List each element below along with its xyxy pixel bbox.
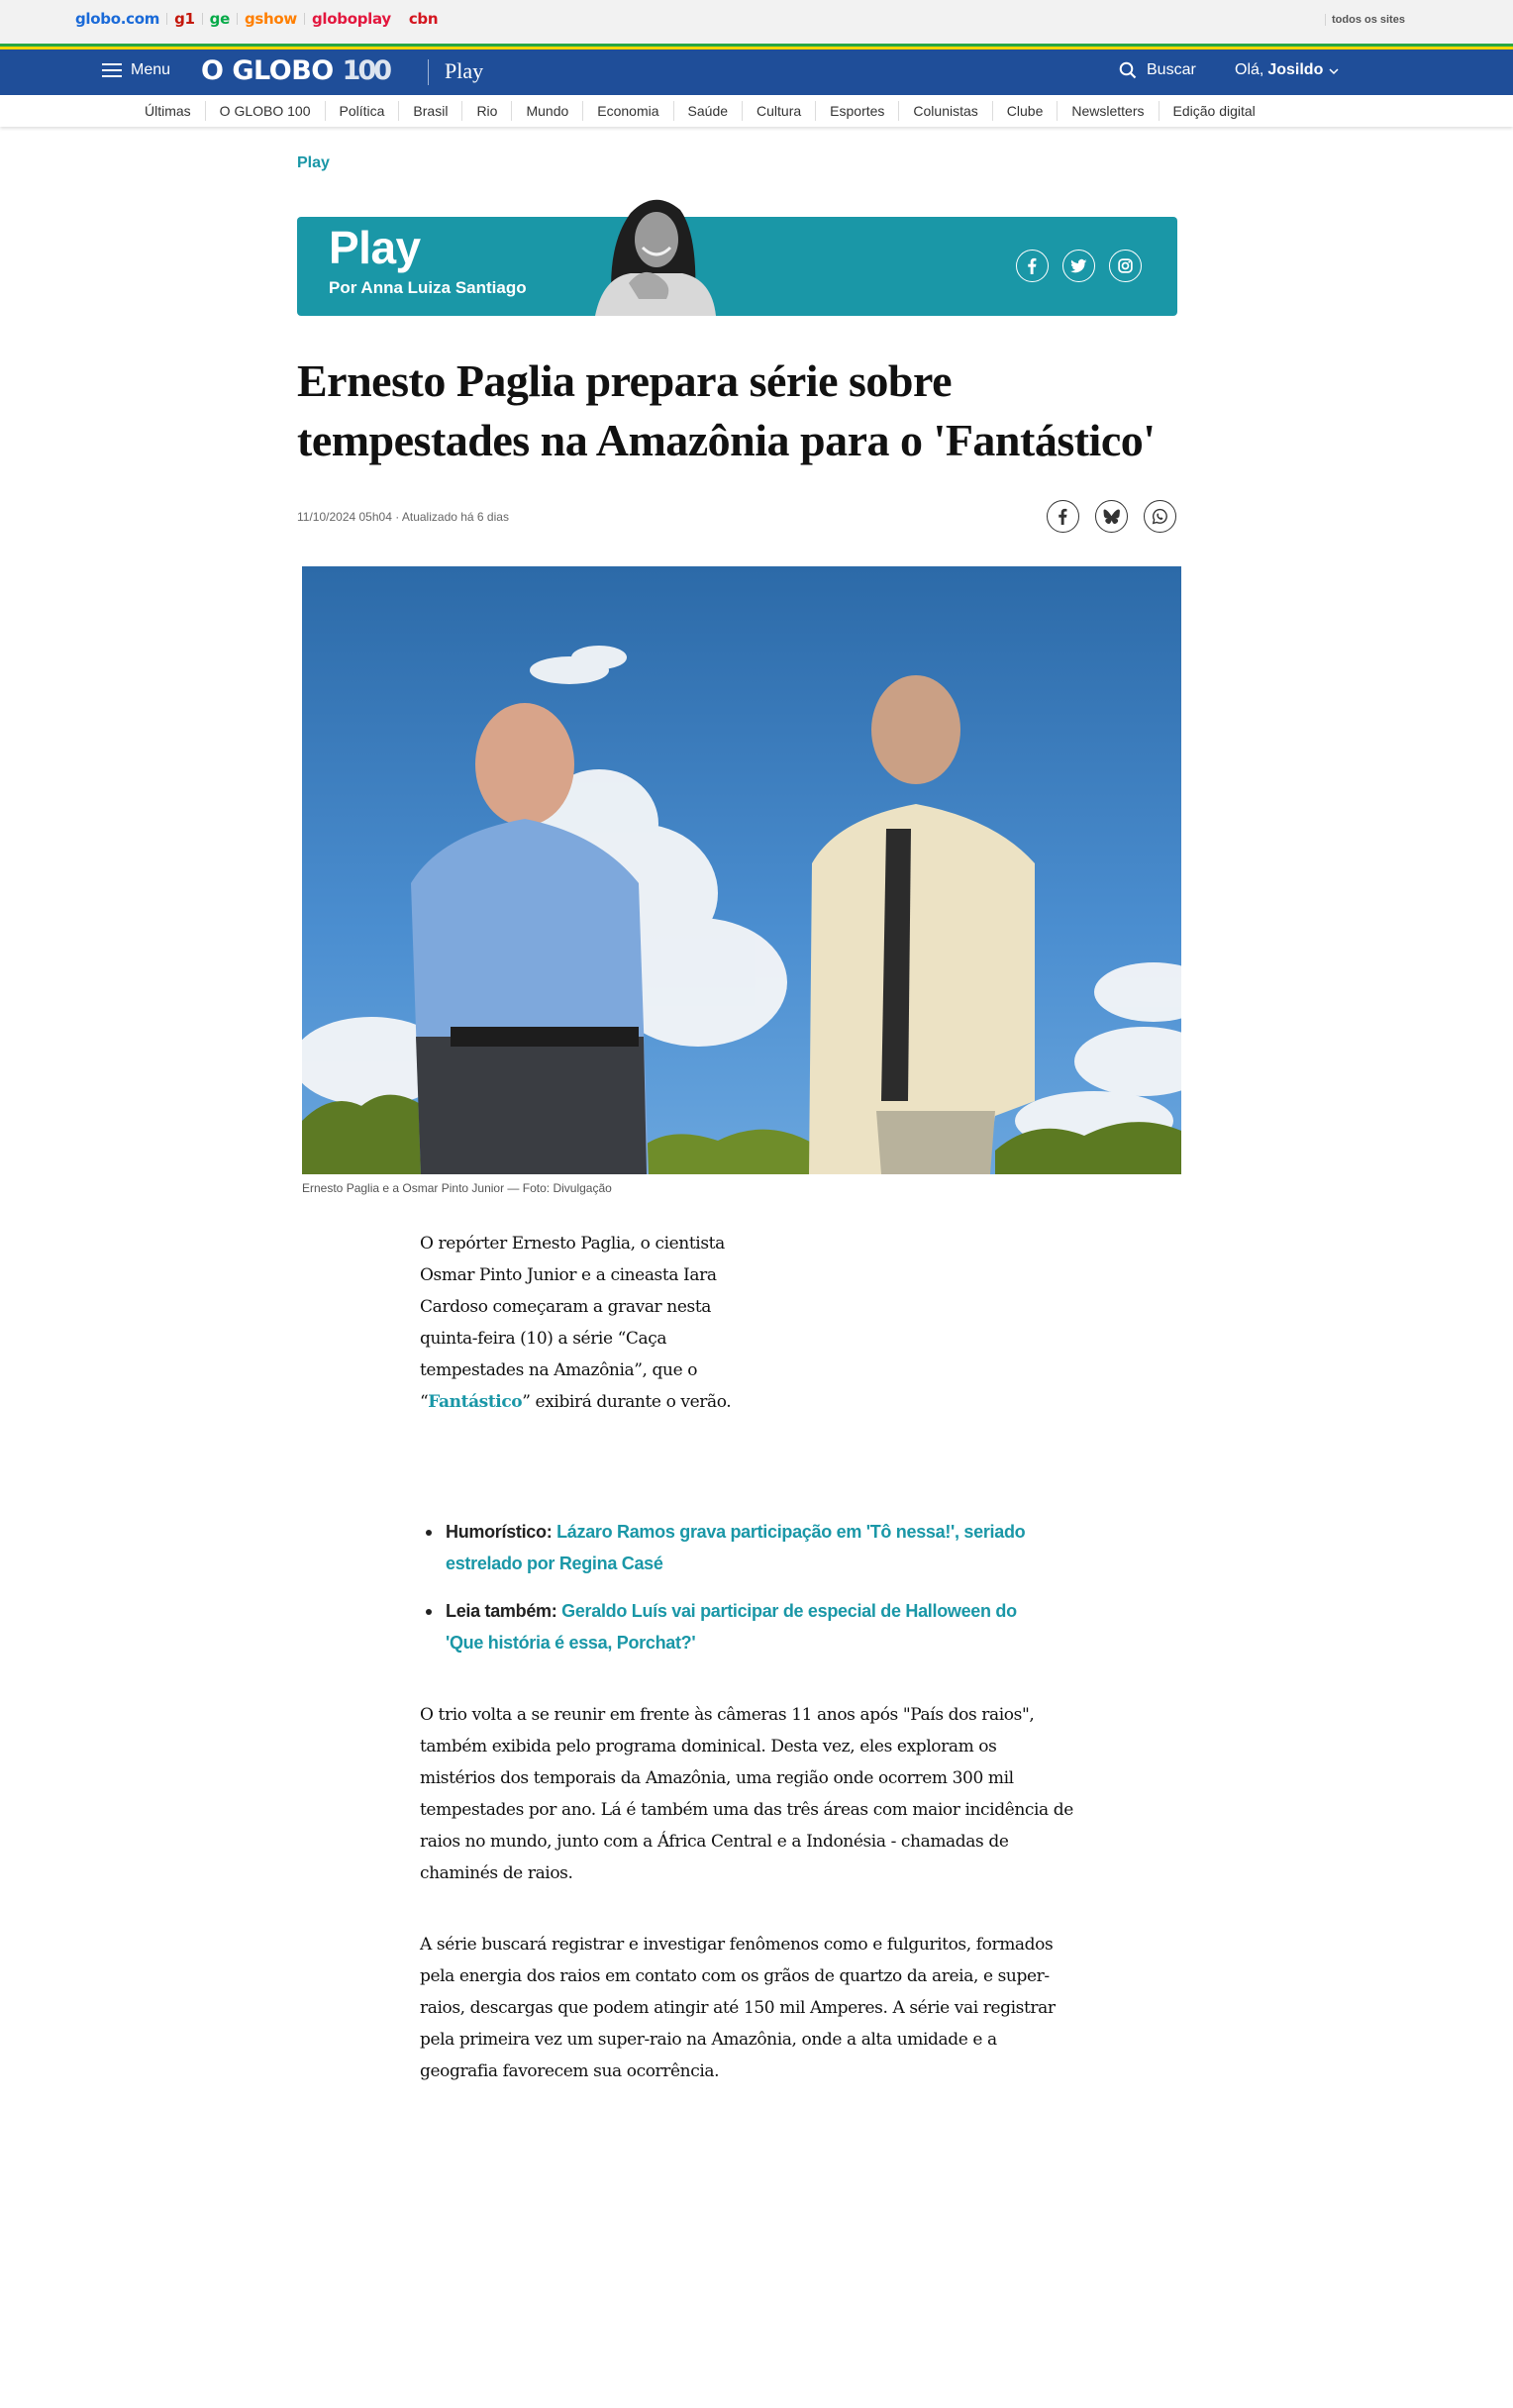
divider	[428, 59, 429, 85]
site-link-cbn[interactable]: cbn	[408, 10, 439, 28]
hamburger-icon	[102, 62, 122, 78]
divider	[304, 13, 305, 25]
fantastico-link[interactable]: Fantástico	[428, 1392, 523, 1412]
nav-item-rio[interactable]: Rio	[461, 101, 511, 121]
globo-sites-bar	[0, 0, 1513, 44]
nav-item-politica[interactable]: Política	[325, 101, 399, 121]
related-link[interactable]: Geraldo Luís vai participar de especial de Halloween do 'Que história é essa, Porchat?'	[446, 1601, 1017, 1653]
paragraph-1-text: O repórter Ernesto Paglia, o cientista Osmar Pinto Junior e a cineasta Iara Cardoso começaram a gravar nesta quinta-feira (10) a série “Caça tempestades na Amazônia”, que o “	[420, 1234, 725, 1412]
site-link-ge[interactable]: ge	[209, 10, 230, 28]
search-button[interactable]	[1119, 61, 1196, 79]
all-sites-link[interactable]: todos os sites	[1325, 14, 1405, 26]
image-caption: Ernesto Paglia e a Osmar Pinto Junior — Foto: Divulgação	[302, 1181, 612, 1195]
facebook-icon[interactable]	[1016, 250, 1049, 282]
nav-item-saude[interactable]: Saúde	[673, 101, 742, 121]
divider	[237, 13, 238, 25]
main-header	[0, 50, 1513, 95]
share-buttons	[1047, 500, 1176, 533]
divider	[166, 13, 167, 25]
nav-item-economia[interactable]: Economia	[582, 101, 672, 121]
site-link-globoplay[interactable]: globoplay	[311, 10, 391, 28]
site-link-g1[interactable]: g1	[174, 10, 195, 28]
nav-item-edicao-digital[interactable]: Edição digital	[1159, 101, 1269, 121]
article-meta: 11/10/2024 05h04 · Atualizado há 6 dias	[297, 510, 509, 524]
column-title: Play	[329, 222, 421, 273]
menu-label: Menu	[131, 61, 171, 78]
nav-item-brasil[interactable]: Brasil	[398, 101, 461, 121]
site-link-globo-com[interactable]: globo.com	[75, 10, 160, 28]
divider	[202, 13, 203, 25]
logo-100: 100	[342, 55, 390, 86]
related-label: Leia também:	[446, 1601, 557, 1621]
user-name: Josildo	[1267, 61, 1324, 78]
nav-item-newsletters[interactable]: Newsletters	[1057, 101, 1158, 121]
twitter-icon[interactable]	[1062, 250, 1095, 282]
related-item	[420, 1516, 1054, 1579]
nav-item-mundo[interactable]: Mundo	[511, 101, 582, 121]
whatsapp-icon[interactable]	[1144, 500, 1176, 533]
logo-text: O GLOBO	[201, 55, 334, 86]
paragraph-3: A série buscará registrar e investigar fenômenos como e fulguritos, formados pela energia dos raios em contato com os grãos de quartzo da areia, e super-raios, descargas que podem atingir até 150 mil Amperes. A série vai registrar pela primeira vez um super-raio na Amazônia, onde a alta umidade e a geografia favorecem sua ocorrência.	[420, 1935, 1056, 2081]
nav-item-cultura[interactable]: Cultura	[742, 101, 815, 121]
section-name-link[interactable]: Play	[445, 58, 484, 83]
article-headline: Ernesto Paglia prepara série sobre tempestades na Amazônia para o 'Fantástico'	[297, 355, 1156, 465]
paragraph-1	[420, 1228, 756, 1418]
nav-item-o-globo-100[interactable]: O GLOBO 100	[205, 101, 325, 121]
o-globo-logo[interactable]	[201, 55, 389, 86]
related-links	[420, 1516, 1054, 1674]
menu-button[interactable]	[102, 61, 170, 79]
instagram-icon[interactable]	[1109, 250, 1142, 282]
search-icon	[1119, 61, 1137, 79]
site-link-gshow[interactable]: gshow	[244, 10, 297, 28]
breadcrumb[interactable]: Play	[297, 154, 330, 171]
paragraph-2: O trio volta a se reunir em frente às câmeras 11 anos após "País dos raios", também exibida pelo programa dominical. Desta vez, eles exploram os mistérios dos temporais da Amazônia, uma região onde ocorrem 300 mil tempestades por ano. Lá é também uma das três áreas com maior incidência de raios no mundo, junto com a África Central e a Indonésia - chamadas de chaminés de raios.	[420, 1705, 1073, 1883]
related-item	[420, 1595, 1054, 1658]
facebook-icon[interactable]	[1047, 500, 1079, 533]
nav-item-clube[interactable]: Clube	[992, 101, 1058, 121]
nav-item-esportes[interactable]: Esportes	[815, 101, 898, 121]
search-label: Buscar	[1147, 61, 1196, 78]
column-social-links	[1016, 250, 1142, 282]
column-author: Por Anna Luiza Santiago	[329, 278, 527, 297]
nav-item-colunistas[interactable]: Colunistas	[898, 101, 991, 121]
hero-image	[302, 566, 1181, 1174]
section-nav	[0, 95, 1513, 127]
columnist-photo	[583, 188, 728, 316]
nav-item-ultimas[interactable]: Últimas	[145, 103, 191, 119]
sites-list	[75, 10, 438, 28]
related-label: Humorístico:	[446, 1522, 553, 1542]
chevron-down-icon	[1328, 65, 1340, 77]
user-menu-button[interactable]	[1235, 61, 1340, 79]
paragraph-1-text-end: ” exibirá durante o verão.	[522, 1392, 732, 1412]
related-link[interactable]: Lázaro Ramos grava participação em 'Tô nessa!', seriado estrelado por Regina Casé	[446, 1522, 1026, 1573]
greeting-label: Olá,	[1235, 61, 1264, 78]
bluesky-icon[interactable]	[1095, 500, 1128, 533]
